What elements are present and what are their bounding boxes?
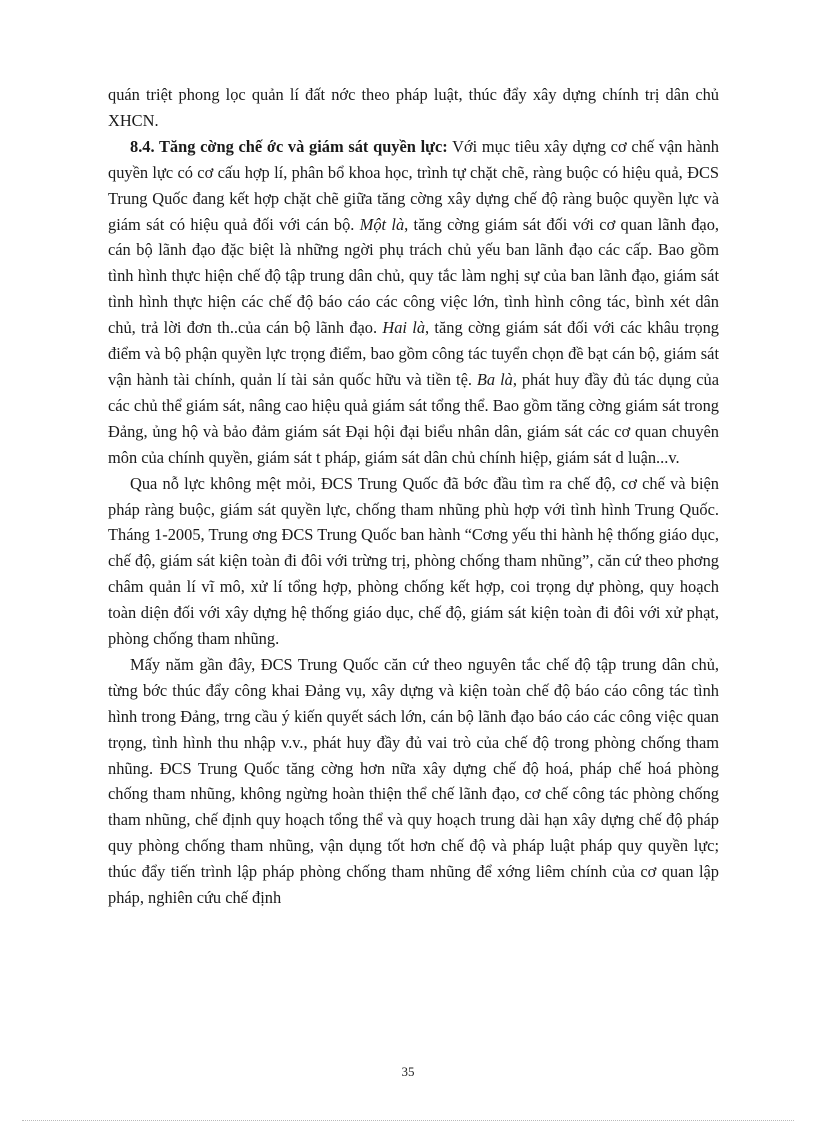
text-run: Mấy năm gần đây, ĐCS Trung Quốc căn cứ theo nguyên tắc chế độ tập trung dân chủ, từng bớc thúc đẩy công khai Đảng vụ, xây dựng và kiện toàn chế độ báo cáo công tác tình hình trong Đảng, trng cầu ý kiến quyết sách lớn, cán bộ lãnh đạo báo cáo các công việc quan trọng, tình hình thu nhập v.v., phát huy đầy đủ vai trò của chế độ trong phòng chống tham nhũng. ĐCS Trung Quốc tăng cờng hơn nữa xây dựng chế độ hoá, pháp chế hoá phòng chống tham nhũng, không ngừng hoàn thiện thể chế lãnh đạo, cơ chế công tác phòng chống tham nhũng, chế định quy hoạch tổng thể và quy hoạch trung dài hạn xây dựng chế độ pháp quy phòng chống tham nhũng, vận dụng tốt hơn chế độ và pháp luật pháp quy quyền lực; thúc đẩy tiến trình lập pháp phòng chống tham nhũng để xớng liêm chính của cơ quan lập pháp, nghiên cứu chế định: [108, 654, 719, 908]
text-run: , tăng cờng giám sát đối với các khâu trọng điểm và bộ phận quyền lực trọng điểm, bao gồm công tác tuyển chọn đề bạt cán bộ, giám sát vận hành tài chính, quản lí tài sản quốc hữu và tiền tệ.: [108, 318, 719, 389]
italic-run: Hai là: [382, 318, 426, 338]
paragraph-continuation: [108, 82, 719, 134]
document-body: [108, 82, 719, 911]
text-run: , phát huy đầy đủ tác dụng của các chủ thể giám sát, nâng cao hiệu quả giám sát tổng thể. Bao gồm tăng cờng giám sát trong Đảng, ủng hộ và bảo đảm giám sát Đại hội đại biểu nhân dân, giám sát các cơ quan chuyên môn của chính quyền, giám sát t pháp, giám sát dân chủ chính hiệp, giám sát d luận...v.: [108, 369, 719, 467]
paragraph-recent-years: [108, 652, 719, 911]
section-heading: 8.4. Tăng cờng chế ớc và giám sát quyền lực:: [130, 136, 448, 156]
paragraph-section-8-4: [108, 134, 719, 471]
italic-run: Một là: [359, 214, 405, 234]
italic-run: Ba là: [476, 369, 513, 389]
paragraph-efforts: [108, 471, 719, 652]
text-run: Với mục tiêu xây dựng cơ chế vận hành quyền lực có cơ cấu hợp lí, phân bổ khoa học, trình tự chặt chẽ, ràng buộc có hiệu quả, ĐCS Trung Quốc đang kết hợp chặt chẽ giữa tăng cờng xây dựng chế độ ràng buộc quyền lực và giám sát có hiệu quả đối với cán bộ.: [108, 136, 719, 234]
page-number: 35: [401, 1064, 415, 1079]
text-run: quán triệt phong lọc quản lí đất nớc theo pháp luật, thúc đẩy xây dựng chính trị dân chủ XHCN.: [108, 85, 719, 130]
footer-divider: [22, 1120, 794, 1121]
text-run: Qua nỗ lực không mệt mỏi, ĐCS Trung Quốc đã bớc đầu tìm ra chế độ, cơ chế và biện pháp ràng buộc, giám sát quyền lực, chống tham nhũng phù hợp với tình hình Trung Quốc. Tháng 1-2005, Trung ơng ĐCS Trung Quốc ban hành “Cơng yếu thi hành hệ thống giáo dục, chế độ, giám sát kiện toàn đi đôi với trừng trị, phòng chống tham nhũng”, căn cứ theo phơng châm quản lí vĩ mô, xử lí tổng hợp, phòng chống kết hợp, coi trọng dự phòng, quy hoạch toàn diện đối với xây dựng hệ thống giáo dục, chế độ, giám sát kiện toàn đi đôi với xử phạt, phòng chống tham nhũng.: [108, 473, 719, 649]
text-run: , tăng cờng giám sát đối với cơ quan lãnh đạo, cán bộ lãnh đạo đặc biệt là những ngời phụ trách chủ yếu ban lãnh đạo các cấp. Bao gồm tình hình thực hiện chế độ tập trung dân chủ, quy tắc làm nghị sự của ban lãnh đạo, giám sát tình hình thực hiện các chế độ báo cáo các công việc lớn, tình hình công tác, bình xét dân chủ, trả lời đơn th..của cán bộ lãnh đạo.: [108, 214, 719, 338]
